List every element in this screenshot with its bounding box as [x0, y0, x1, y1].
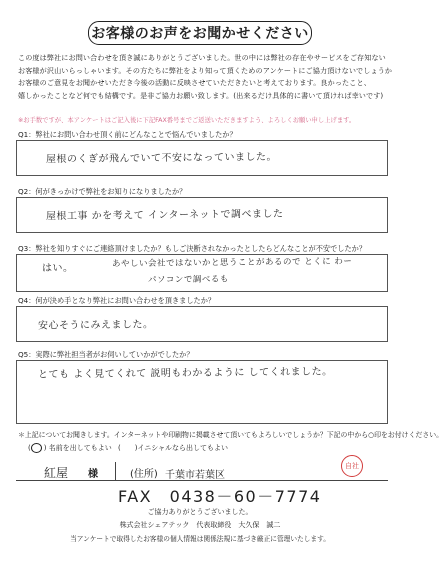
option-name-ok[interactable]: ( ) 名前を出してもよい [28, 444, 112, 452]
question-3-answer-line1: あやしい会社ではないかと思うことがあるので とくに わー [111, 256, 353, 270]
fax-number: FAX 0438－60－7774 [118, 487, 322, 506]
question-4-label: Q4：何が決め手となり弊社にお問い合わせを頂きましたか？ [18, 296, 216, 305]
question-5-label: Q5：実際に弊社担当者がお伺いしていかがでしたか？ [18, 350, 194, 359]
question-4-answer: 安心そうにみえました。 [37, 319, 154, 332]
question-5-answer: とても よく見てくれて 説明もわかるように してくれました。 [37, 366, 333, 381]
question-3-answer-yes: はい。 [41, 262, 74, 275]
option-name-ok-label: 名前を出してもよい [48, 444, 112, 452]
question-3-label: Q3：弊社を知りすぐにご連絡頂けましたか？もしご決断されなかったとしたらどんなことが不安でしたか？ [18, 244, 367, 253]
intro-line: 嬉しかったことなど何でも結構です。是非ご協力お願い致します。(出来るだけ具体的に書いて頂ければ幸いです) [18, 90, 384, 100]
company-stamp-icon: 自社 [341, 455, 363, 477]
customer-name: 紅屋 [44, 466, 69, 480]
page-title: お客様のお声をお聞かせください [88, 21, 312, 45]
option-initial-ok[interactable]: ( )イニシャルなら出してもよい [118, 444, 229, 452]
intro-line: お客様のご意見をお聞かせいただき今後の活動に反映させていただきたいと考えております。良かったこと、 [18, 78, 371, 88]
privacy-note: 当アンケートで取得したお客様の個人情報は関係法規に基づき厳正に管理いたします。 [70, 535, 330, 543]
intro-text [18, 52, 393, 102]
address-label: (住所) [130, 469, 158, 480]
question-2-answer: 屋根工事 かを考えて インターネットで調べました [45, 208, 284, 223]
honorific: 様 [88, 469, 98, 480]
intro-line: この度は弊社にお問い合わせを頂き誠にありがとうございました。世の中には弊社の存在やサービスをご存知ない [18, 53, 386, 62]
thanks-text: ご協力ありがとうございました。 [147, 508, 253, 516]
field-divider [115, 462, 116, 480]
option-initial-ok-label: イニシャルなら出してもよい [137, 444, 229, 452]
question-3-answer-line2: パソコンで調べるも [147, 274, 229, 286]
customer-city: 千葉市若葉区 [165, 470, 225, 481]
selected-circle-icon [31, 443, 42, 453]
consent-question: ＊上記についてお聞きします。インターネットや印刷物に掲載させて頂いてもよろしいでしょうか？下記の中から○印をお付けください。 [18, 431, 443, 439]
question-2-label: Q2：何がきっかけで弊社をお知りになりましたか？ [18, 187, 187, 196]
question-1-answer: 屋根のくぎが飛んでいて不安になっていました。 [45, 151, 278, 166]
company-name: 株式会社シェアテック 代表取締役 大久保 誠二 [119, 521, 281, 529]
intro-line: お客様が沢山いらっしゃいます。その方たちに弊社をより知って頂くためのアンケートにご協力頂けないでしょうか [18, 65, 393, 75]
question-1-label: Q1：弊社にお問い合わせ頂く前にどんなことで悩んでいましたか？ [18, 130, 237, 139]
fax-note: ※お手数ですが、本アンケートはご記入後に下記FAX番号までご返送いただきますよう、よろしくお願い申し上げます。 [18, 117, 356, 124]
